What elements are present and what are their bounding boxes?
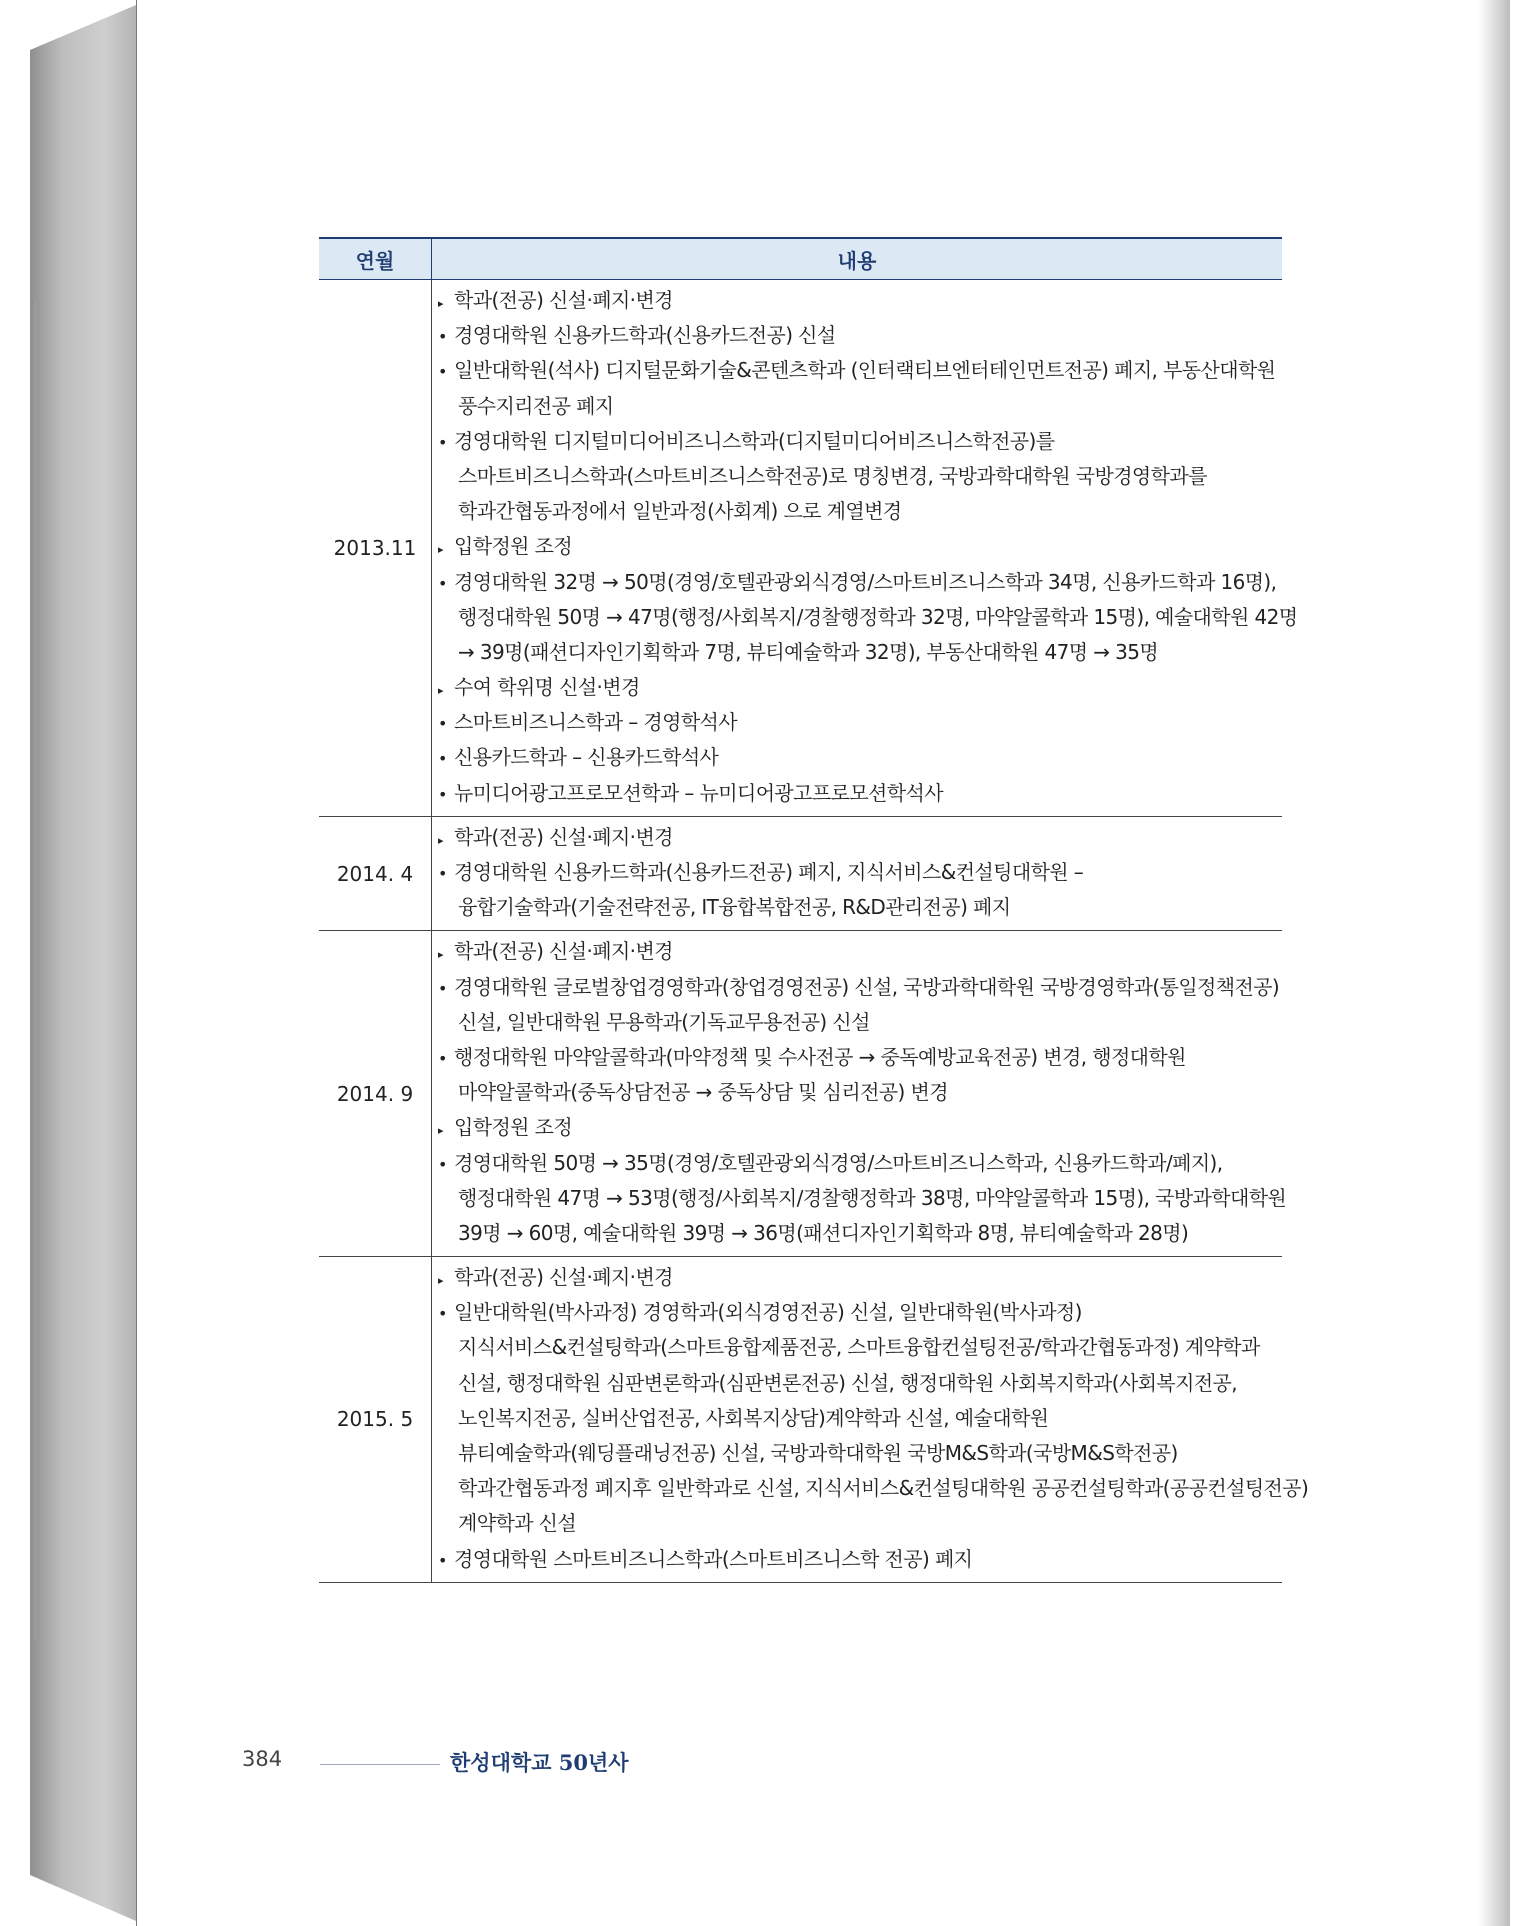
- book-title: 한성대학교 50년사: [450, 1750, 629, 1775]
- content-bullet-item: [438, 970, 1282, 1005]
- content-bullet-item: [438, 1146, 1282, 1181]
- line-text: 경영대학원 글로벌창업경영학과(창업경영전공) 신설, 국방과학대학원 국방경영학과(통일정책전공): [454, 974, 1280, 999]
- dot-bullet-icon: •: [438, 749, 447, 769]
- triangle-bullet-icon: ▸: [438, 1274, 443, 1288]
- line-text: 신용카드학과 – 신용카드학석사: [454, 745, 719, 770]
- content-line-continued: [438, 1366, 1282, 1401]
- line-text: 경영대학원 50명 → 35명(경영/호텔관광외식경영/스마트비즈니스학과, 신용카드학과/폐지),: [454, 1150, 1223, 1175]
- line-text: 뉴미디어광고프로모션학과 – 뉴미디어광고프로모션학석사: [454, 780, 943, 805]
- line-text: 계약학과 신설: [458, 1511, 577, 1536]
- content-section-heading: [438, 820, 1282, 855]
- content-section-heading: [438, 670, 1282, 705]
- content-bullet-item: [438, 1542, 1282, 1577]
- line-text: 경영대학원 디지털미디어비즈니스학과(디지털미디어비즈니스학전공)를: [454, 428, 1055, 453]
- line-text: 일반대학원(석사) 디지털문화기술&콘텐츠학과 (인터랙티브엔터테인먼트전공) 폐지, 부동산대학원: [454, 358, 1276, 383]
- table-row: [319, 931, 1282, 1257]
- page-fold-shadow: [1478, 0, 1510, 1926]
- line-text: 행정대학원 50명 → 47명(행정/사회복지/경찰행정학과 32명, 마약알콜학과 15명), 예술대학원 42명: [458, 604, 1298, 629]
- footer-divider: [320, 1764, 440, 1765]
- content-section-heading: [438, 283, 1282, 318]
- line-text: 융합기술학과(기술전략전공, IT융합복합전공, R&D관리전공) 폐지: [458, 895, 1011, 920]
- dot-bullet-icon: •: [438, 1154, 447, 1174]
- triangle-bullet-icon: ▸: [438, 948, 443, 962]
- line-text: 수여 학위명 신설·변경: [454, 675, 640, 700]
- dot-bullet-icon: •: [438, 1048, 447, 1068]
- line-text: 노인복지전공, 실버산업전공, 사회복지상담)계약학과 신설, 예술대학원: [458, 1405, 1049, 1430]
- line-text: 뷰티예술학과(웨딩플래닝전공) 신설, 국방과학대학원 국방M&S학과(국방M&S학전공): [458, 1441, 1178, 1465]
- line-text: 경영대학원 신용카드학과(신용카드전공) 신설: [454, 323, 836, 348]
- table-row: [319, 280, 1282, 817]
- content-line-continued: [438, 1330, 1282, 1365]
- line-text: 입학정원 조정: [454, 534, 573, 559]
- row-content: [432, 280, 1298, 817]
- content-line-continued: [438, 389, 1282, 424]
- triangle-bullet-icon: ▸: [438, 297, 443, 310]
- line-text: 경영대학원 스마트비즈니스학과(스마트비즈니스학 전공) 폐지: [454, 1546, 973, 1571]
- content-line-continued: [438, 459, 1282, 494]
- line-text: 39명 → 60명, 예술대학원 39명 → 36명(패션디자인기획학과 8명, 뷰티예술학과 28명): [458, 1220, 1189, 1245]
- dot-bullet-icon: •: [438, 864, 447, 883]
- content-line-continued: [438, 1471, 1309, 1506]
- line-text: 학과간협동과정에서 일반과정(사회계) 으로 계열변경: [458, 499, 902, 524]
- content-line-continued: [438, 1506, 1282, 1541]
- triangle-bullet-icon: ▸: [438, 833, 443, 847]
- line-text: 신설, 일반대학원 무용학과(기독교무용전공) 신설: [458, 1009, 870, 1034]
- content-line-continued: [438, 600, 1298, 635]
- content-section-heading: [438, 934, 1282, 969]
- line-text: 학과(전공) 신설·폐지·변경: [454, 288, 673, 312]
- content-line-continued: [438, 890, 1282, 925]
- content-bullet-item: [438, 1295, 1282, 1330]
- line-text: 스마트비즈니스학과 – 경영학석사: [454, 710, 737, 735]
- content-line-continued: [438, 1216, 1282, 1251]
- content-line-continued: [438, 1436, 1282, 1471]
- book-spine-edge: [30, 5, 136, 1921]
- dot-bullet-icon: •: [438, 1550, 447, 1570]
- line-text: 학과간협동과정 폐지후 일반학과로 신설, 지식서비스&컨설팅대학원 공공컨설팅학과(공공컨설팅전공): [458, 1476, 1309, 1501]
- line-text: → 39명(패션디자인기획학과 7명, 뷰티예술학과 32명), 부동산대학원 47명 → 35명: [458, 639, 1159, 664]
- line-text: 행정대학원 47명 → 53명(행정/사회복지/경찰행정학과 38명, 마약알콜학과 15명), 국방과학대학원: [458, 1185, 1287, 1210]
- content-line-continued: [438, 635, 1282, 670]
- line-text: 신설, 행정대학원 심판변론학과(심판변론전공) 신설, 행정대학원 사회복지학과(사회복지전공,: [458, 1370, 1238, 1395]
- content-section-heading: [438, 1110, 1282, 1145]
- row-date: 2015. 5: [319, 1257, 432, 1583]
- content-section-heading: [438, 1260, 1282, 1295]
- history-table: [319, 237, 1309, 1583]
- row-date: 2014. 4: [319, 816, 432, 931]
- line-text: 지식서비스&컨설팅학과(스마트융합제품전공, 스마트융합컨설팅전공/학과간협동과정) 계약학과: [458, 1335, 1260, 1360]
- content-line-continued: [438, 1005, 1282, 1040]
- triangle-bullet-icon: ▸: [438, 1124, 443, 1138]
- content-line-continued: [438, 1401, 1282, 1436]
- content-line-continued: [438, 1181, 1287, 1216]
- line-text: 경영대학원 신용카드학과(신용카드전공) 폐지, 지식서비스&컨설팅대학원 –: [454, 860, 1084, 884]
- content-bullet-item: [438, 353, 1282, 388]
- row-date: 2014. 9: [319, 931, 432, 1257]
- dot-bullet-icon: •: [438, 714, 447, 734]
- line-text: 경영대학원 32명 → 50명(경영/호텔관광외식경영/스마트비즈니스학과 34명, 신용카드학과 16명),: [454, 569, 1277, 594]
- content-line-continued: [438, 1075, 1282, 1110]
- line-text: 풍수지리전공 폐지: [458, 393, 614, 418]
- line-text: 입학정원 조정: [454, 1115, 573, 1140]
- header-content: 내용: [432, 238, 1283, 280]
- table-row: [319, 816, 1282, 931]
- line-text: 학과(전공) 신설·폐지·변경: [454, 1265, 673, 1290]
- content-bullet-item: [438, 1040, 1282, 1075]
- line-text: 스마트비즈니스학과(스마트비즈니스학전공)로 명칭변경, 국방과학대학원 국방경영학과를: [458, 463, 1207, 488]
- dot-bullet-icon: •: [438, 432, 447, 452]
- table-row: [319, 1257, 1282, 1583]
- content-bullet-item: [438, 740, 1282, 775]
- line-text: 행정대학원 마약알콜학과(마약정책 및 수사전공 → 중독예방교육전공) 변경, 행정대학원: [454, 1044, 1186, 1069]
- content-line-continued: [438, 494, 1282, 529]
- page-number: 384: [242, 1747, 283, 1771]
- dot-bullet-icon: •: [438, 327, 447, 347]
- content-bullet-item: [438, 705, 1282, 740]
- row-content: [432, 816, 1283, 931]
- content-bullet-item: [438, 855, 1282, 890]
- row-content: [432, 1257, 1309, 1583]
- dot-bullet-icon: •: [438, 573, 447, 593]
- content-bullet-item: [438, 318, 1282, 353]
- line-text: 학과(전공) 신설·폐지·변경: [454, 939, 673, 964]
- table-body: [319, 280, 1309, 1583]
- triangle-bullet-icon: ▸: [438, 543, 443, 557]
- history-table-wrapper: [319, 237, 1309, 1583]
- line-text: 일반대학원(박사과정) 경영학과(외식경영전공) 신설, 일반대학원(박사과정): [454, 1300, 1082, 1325]
- dot-bullet-icon: •: [438, 1304, 447, 1324]
- dot-bullet-icon: •: [438, 978, 447, 998]
- row-content: [432, 931, 1287, 1257]
- header-date: 연월: [319, 238, 432, 280]
- triangle-bullet-icon: ▸: [438, 684, 443, 698]
- table-header-row: [319, 238, 1282, 280]
- content-bullet-item: [438, 565, 1282, 600]
- book-edge-line: [34, 300, 40, 1640]
- line-text: 학과(전공) 신설·폐지·변경: [454, 824, 673, 849]
- dot-bullet-icon: •: [438, 784, 447, 804]
- content-section-heading: [438, 529, 1282, 564]
- line-text: 마약알콜학과(중독상담전공 → 중독상담 및 심리전공) 변경: [458, 1080, 948, 1105]
- row-date: 2013.11: [319, 280, 432, 817]
- content-bullet-item: [438, 776, 1282, 811]
- content-bullet-item: [438, 424, 1282, 459]
- dot-bullet-icon: •: [438, 362, 447, 382]
